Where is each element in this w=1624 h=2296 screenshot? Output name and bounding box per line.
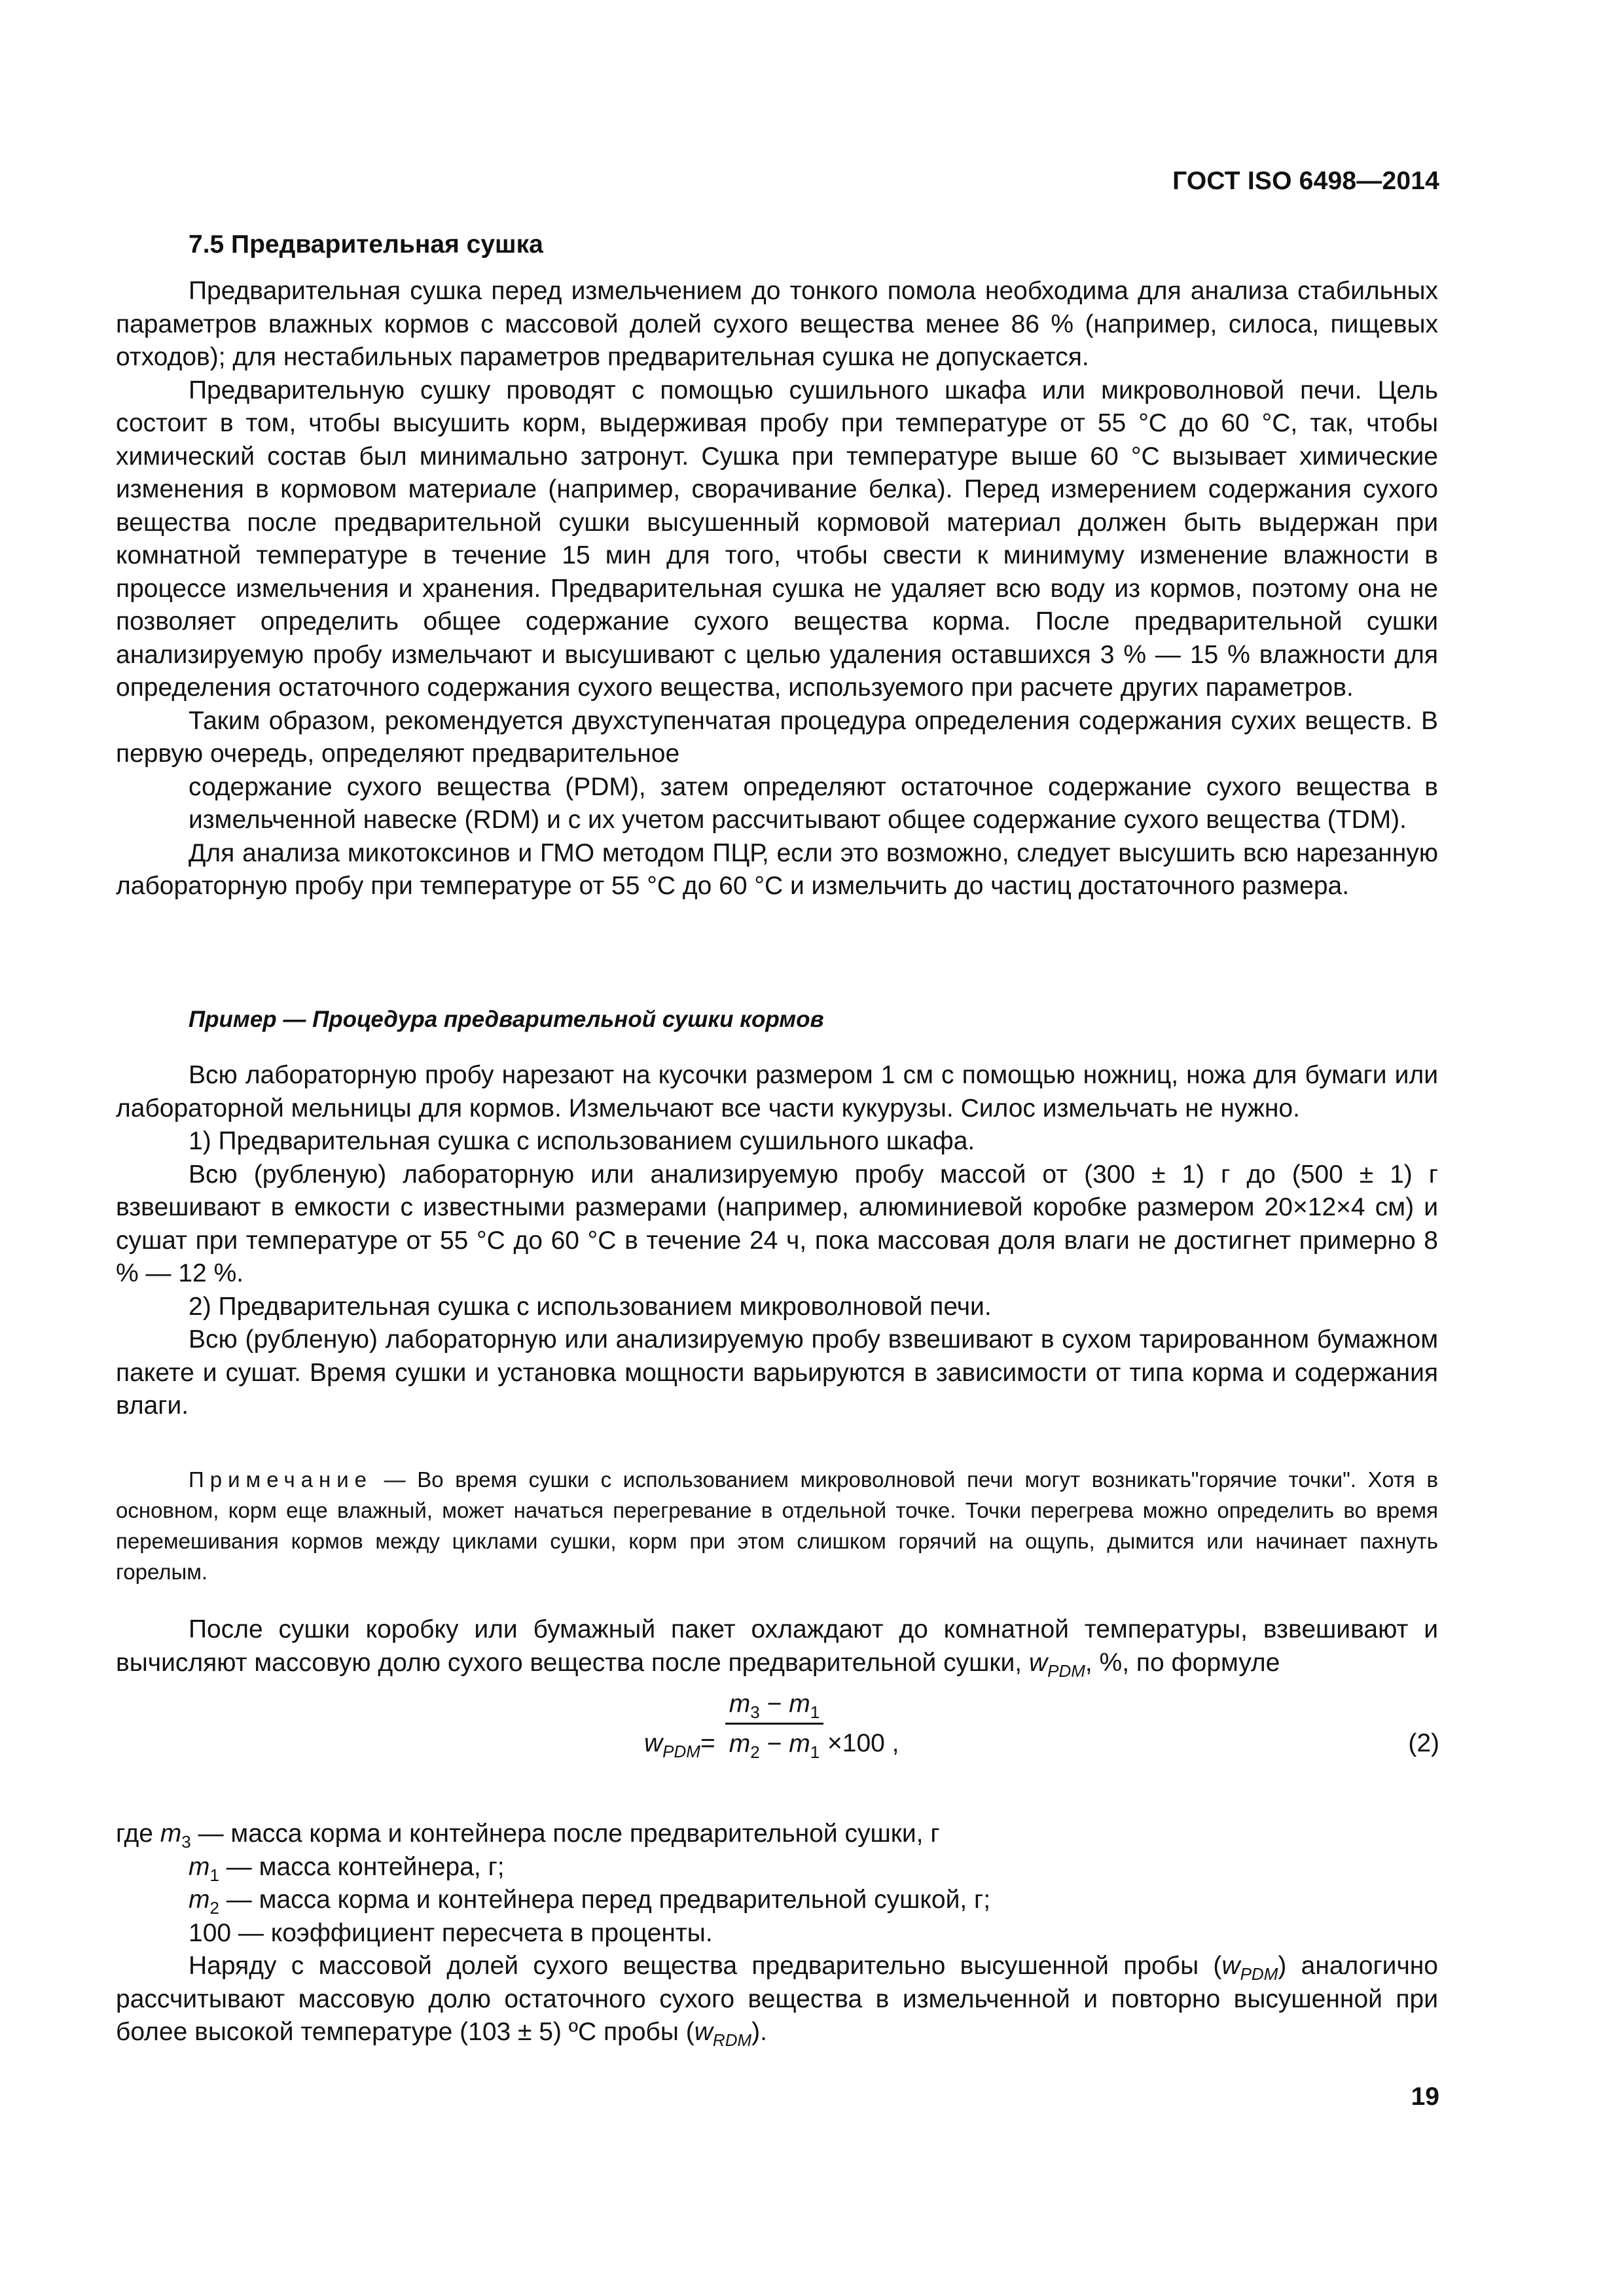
note-text: — Во время сушки с использованием микроволновой печи могут возникать"горячие точки". Хотя в основном, корм еще влажный, может начаться перегревание в отдельной точке. Точки перегрева можно определить во время перемешивания кормов между циклами сушки, корм при этом слишком горячий на ощупь, дымится или начинает пахнуть горелым. xyxy=(116,1467,1438,1584)
paragraph xyxy=(116,771,1438,837)
symbol-subscript: PDM xyxy=(1240,1964,1278,1984)
legend-symbol: m xyxy=(160,1820,182,1848)
legend-text: — масса контейнера, г; xyxy=(219,1852,505,1881)
paragraph-text: содержание сухого вещества (PDM), затем определяют остаточное содержание сухого вещества в измельченной навеске (RDM) и с их учетом рассчитывают общее содержание сухого вещества (TDM). xyxy=(189,772,1438,834)
legend-line xyxy=(116,1884,1438,1917)
note xyxy=(116,1464,1438,1587)
legend-text: — масса корма и контейнера перед предварительной сушкой, г; xyxy=(219,1886,991,1914)
legend-line xyxy=(116,1917,1438,1950)
standard-designation: ГОСТ ISO 6498—2014 xyxy=(1172,167,1439,195)
legend-symbol: m xyxy=(189,1886,210,1914)
note-label: Примечание xyxy=(189,1467,373,1492)
example-paragraph: Всю (рубленую) лабораторную или анализируемую пробу взвешивают в сухом тарированном бумажном пакете и сушат. Время сушки и установка мощности варьируются в зависимости от типа корма и содержания влаги. xyxy=(116,1325,1438,1420)
paragraph-text: Наряду с массовой долей сухого вещества предварительно высушенной пробы ( xyxy=(189,1952,1222,1980)
symbol-w: w xyxy=(694,2018,713,2046)
paragraph: Предварительную сушку проводят с помощью сушильного шкафа или микроволновой печи. Цель состоит в том, чтобы высушить корм, выдерживая пробу при температуре от 55 °С до 60 °С, так, чтобы химический состав был минимально затронут. Сушка при температуре выше 60 °С вызывает химические изменения в кормовом материале (например, сворачивание белка). Перед измерением содержания сухого вещества после предварительной сушки высушенный кормовой материал должен быть выдержан при комнатной температуре в течение 15 мин для того, чтобы свести к минимуму изменение влажности в процессе измельчения и хранения. Предварительная сушка не удаляет всю воду из кормов, поэтому она не позволяет определить общее содержание сухого вещества корма. После предварительной сушки анализируемую пробу измельчают и высушивают с целью удаления оставшихся 3 % — 15 % влажности для определения остаточного содержания сухого вещества, используемого при расчете других параметров. xyxy=(116,376,1438,702)
paragraph: Предварительная сушка перед измельчением до тонкого помола необходима для анализа стабильных параметров влажных кормов с массовой долей сухого вещества менее 86 % (например, силоса, пищевых отходов); для нестабильных параметров предварительная сушка не допускается. xyxy=(116,277,1438,371)
legend-symbol: m xyxy=(189,1852,210,1881)
paragraph-tail: , %, по формуле xyxy=(1085,1648,1280,1677)
example-paragraph: 1) Предварительная сушка с использованием сушильного шкафа. xyxy=(189,1127,975,1155)
symbol-w: w xyxy=(1221,1952,1240,1980)
formula-denominator: $m_2 - m_1$ xyxy=(729,1730,820,1762)
legend-subscript: 2 xyxy=(209,1898,219,1918)
example-title: Пример — Процедура предварительной сушки кормов xyxy=(189,1007,824,1032)
paragraph-text: ) аналогично рассчитывают массовую долю остаточного сухого вещества в измельченной и повторно высушенной при более высокой температуре (103 ± 5) ºС пробы ( xyxy=(116,1952,1438,2046)
paragraph xyxy=(116,1950,1438,2049)
symbol-subscript: PDM xyxy=(1047,1660,1085,1681)
legend-text: — масса корма и контейнера после предварительной сушки, г xyxy=(190,1820,940,1848)
example-paragraph: 2) Предварительная сушка с использованием микроволновой печи. xyxy=(189,1292,992,1321)
symbol-subscript: RDM xyxy=(712,2030,752,2050)
formula-lhs xyxy=(644,1729,715,1761)
formula-legend xyxy=(116,1818,1438,2049)
paragraph-text: ). xyxy=(751,2018,767,2046)
example-paragraph: Всю лабораторную пробу нарезают на кусочки размером 1 см с помощью ножниц, ножа для бумаги или лабораторной мельницы для кормов. Измельчают все части кукурузы. Силос измельчать не нужно. xyxy=(116,1061,1438,1122)
paragraph: Таким образом, рекомендуется двухступенчатая процедура определения содержания сухих веществ. В первую очередь, определяют предварительное xyxy=(116,706,1438,768)
formula-equals: = xyxy=(700,1729,715,1757)
formula-numerator: $m_3 - m_1$ xyxy=(729,1690,820,1722)
legend-text: 100 — коэффициент пересчета в проценты. xyxy=(189,1918,713,1947)
formula-subscript: PDM xyxy=(662,1742,700,1761)
example-body xyxy=(116,1059,1438,1423)
paragraph: Для анализа микотоксинов и ГМО методом ПЦР, если это возможно, следует высушить всю нарезанную лабораторную пробу при температуре от 55 °С до 60 °С и измельчить до частиц достаточного размера. xyxy=(116,838,1438,900)
legend-line xyxy=(116,1851,1438,1884)
legend-line xyxy=(116,1818,1438,1851)
page-number: 19 xyxy=(1411,2083,1439,2111)
main-text xyxy=(116,275,1438,903)
paragraph xyxy=(116,1613,1438,1679)
formula-symbol: w xyxy=(644,1729,663,1757)
paragraph-text: После сушки коробку или бумажный пакет охлаждают до комнатной температуры, взвешивают и вычисляют массовую долю сухого вещества после предварительной сушки, xyxy=(116,1615,1438,1677)
formula-fraction xyxy=(725,1690,823,1762)
example-paragraph: Всю (рубленую) лабораторную или анализируемую пробу массой от (300 ± 1) г до (500 ± 1) г взвешивают в емкости с известными размерами (например, алюминиевой коробке размером 20×12×4 см) и сушат при температуре от 55 °С до 60 °С в течение 24 ч, пока массовая доля влаги не достигнет примерно 8 % — 12 %. xyxy=(116,1160,1438,1287)
legend-prefix: где xyxy=(116,1820,160,1848)
legend-subscript: 1 xyxy=(209,1865,219,1885)
formula-multiplier: ×100 , xyxy=(827,1729,899,1757)
section-heading: 7.5 Предварительная сушка xyxy=(189,230,543,259)
formula-intro xyxy=(116,1613,1438,1679)
legend-subscript: 3 xyxy=(181,1832,191,1852)
equation-number: (2) xyxy=(1408,1729,1439,1757)
symbol-w: w xyxy=(1028,1648,1048,1677)
